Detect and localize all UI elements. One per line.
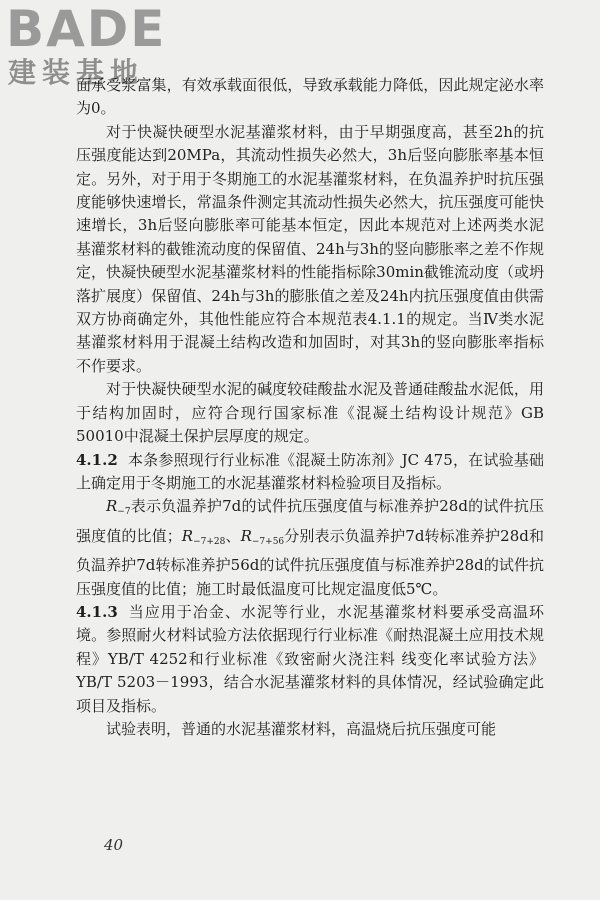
- paragraph-3: 对于快凝快硬型水泥的碱度较硅酸盐水泥及普通硅酸盐水泥低，用于结构加固时，应符合现行国家标准《混凝土结构设计规范》GB 50010中混凝土保护层厚度的规定。: [76, 380, 544, 446]
- ratio-text-1: 表示负温养护7d的试件抗压强度值与标准养护28d的试件抗压强度值的比值；: [76, 497, 544, 545]
- clause-number: 4.1.3: [76, 602, 118, 621]
- symbol-r: R: [106, 497, 118, 516]
- symbol-r: R: [240, 526, 252, 545]
- logo-subtitle: 建装基地: [8, 56, 145, 89]
- ratio-text-2: 分别表示负温养护7d转标准养护28d和负温养护7d转标准养护56d的试件抗压强度值与标准养护28d的试件抗压强度值的比值；施工时最低温度可比规定温度低5℃。: [76, 526, 544, 598]
- body-text: [76, 74, 544, 741]
- symbol-sub: −7: [117, 507, 131, 518]
- symbol-r: R: [181, 526, 194, 545]
- clause-4-1-3: [76, 601, 544, 718]
- clause-text: 本条参照现行行业标准《混凝土防冻剂》JC 475，在试验基础上确定用于冬期施工的水泥基灌浆材料检验项目及指标。: [76, 450, 544, 492]
- paragraph-ratio-definitions: [76, 495, 544, 601]
- page-number: 40: [104, 836, 124, 854]
- paragraph-7: 试验表明，普通的水泥基灌浆材料，高温烧后抗压强度可能: [106, 719, 497, 738]
- clause-text: 当应用于冶金、水泥等行业，水泥基灌浆材料要承受高温环境。参照耐火材料试验方法依据现行行业标准《耐热混凝土应用技术规程》YB/T 4252和行业标准《致密耐火浇注料 线变化率试验方法》YB/T 5203－1993，结合水泥基灌浆材料的具体情况，经试验确定此项目及指标。: [76, 602, 544, 715]
- clause-number: 4.1.2: [76, 450, 118, 469]
- paragraph-1: 面承受浆富集，有效承载面很低，导致承载能力降低，因此规定泌水率为0。: [76, 76, 544, 118]
- clause-4-1-2: [76, 449, 544, 496]
- separator: 、: [225, 526, 241, 545]
- symbol-sub: −7+56: [251, 536, 285, 547]
- paragraph-2: 对于快凝快硬型水泥基灌浆材料，由于早期强度高，甚至2h的抗压强度能达到20MPa，其流动性损失必然大，3h后竖向膨胀率基本恒定。另外，对于用于冬期施工的水泥基灌浆材料，在负温养护时抗压强度能够快速增长，常温条件测定其流动性损失必然大，抗压强度可能快速增长，3h后竖向膨胀率可能基本恒定，因此本规范对上述两类水泥基灌浆材料的截锥流动度的保留值、24h与3h的竖向膨胀率之差不作规定，快凝快硬型水泥基灌浆材料的性能指标除30min截锥流动度（或坍落扩展度）保留值、24h与3h的膨胀值之差及24h内抗压强度值由供需双方协商确定外，其他性能应符合本规范表4.1.1的规定。当Ⅳ类水泥基灌浆材料用于混凝土结构改造和加固时，对其3h的竖向膨胀率指标不作要求。: [76, 122, 544, 375]
- symbol-sub: −7+28: [193, 536, 226, 547]
- logo-wordmark: BADE: [6, 0, 167, 58]
